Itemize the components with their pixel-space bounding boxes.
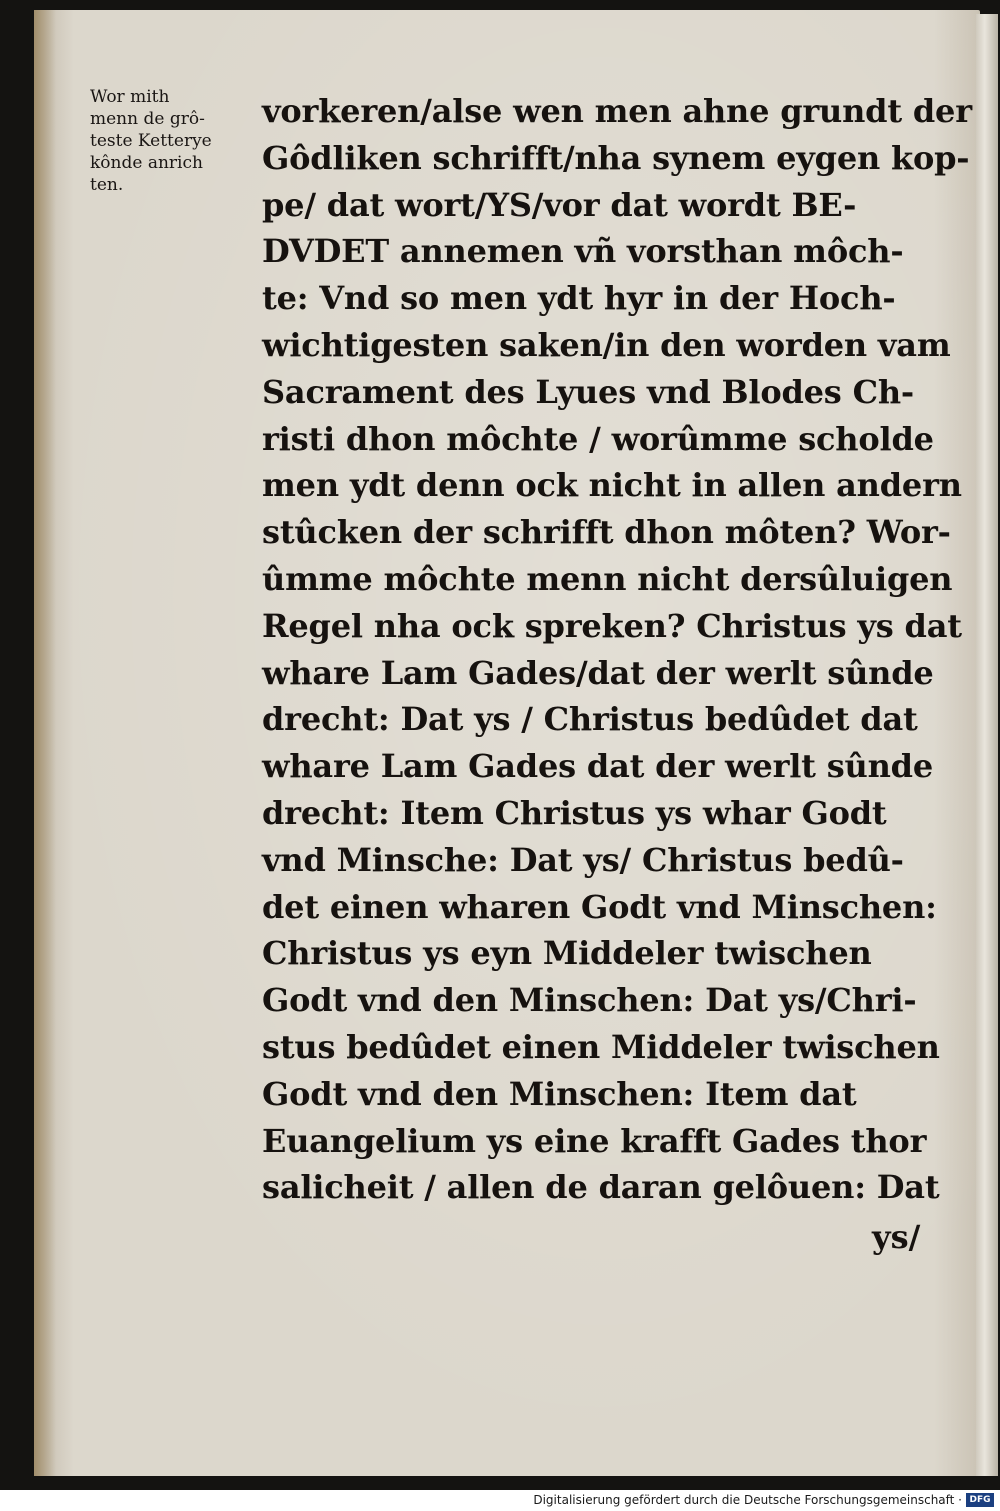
text-line: Euangelium ys eine krafft Gades thor: [262, 1121, 927, 1160]
text-line: whare Lam Gades dat der werlt sûnde: [262, 747, 933, 786]
text-line: Regel nha ock spreken? Christus ys dat: [262, 606, 962, 645]
text-line: stus bedûdet einen Middeler twischen: [262, 1027, 940, 1066]
text-line: men ydt denn ock nicht in allen andern: [262, 466, 962, 505]
text-line: Sacrament des Lyues vnd Blodes Ch-: [262, 372, 914, 411]
dfg-logo-icon: DFG: [966, 1493, 994, 1507]
text-line: vnd Minsche: Dat ys/ Christus bedû-: [262, 840, 904, 879]
page-gutter-shadow: [34, 10, 56, 1476]
text-line: whare Lam Gades/dat der werlt sûnde: [262, 653, 934, 692]
marginal-note-line: Wor mith: [90, 87, 170, 107]
text-line: Gôdliken schrifft/nha synem eygen kop-: [262, 138, 970, 177]
funding-credit: Digitalisierung gefördert durch die Deutsche Forschungsgemeinschaft ·: [533, 1493, 962, 1507]
page-fore-edge: [976, 14, 998, 1476]
catchword: ys/: [872, 1218, 921, 1256]
text-line: drecht: Item Christus ys whar Godt: [262, 793, 887, 832]
main-text-block: [262, 88, 972, 1211]
text-line: drecht: Dat ys / Christus bedûdet dat: [262, 700, 918, 739]
marginal-note-line: ten.: [90, 175, 124, 195]
marginal-note-line: menn de grô-: [90, 109, 205, 129]
text-line: risti dhon môchte / worûmme scholde: [262, 419, 934, 458]
text-line: stûcken der schrifft dhon môten? Wor-: [262, 513, 951, 552]
text-line: ûmme môchte menn nicht dersûluigen: [262, 559, 953, 598]
text-line: te: Vnd so men ydt hyr in der Hoch-: [262, 279, 896, 318]
marginal-note-line: teste Ketterye: [90, 131, 212, 151]
text-line: DVDET annemen vñ vorsthan môch-: [262, 232, 904, 271]
text-line: salicheit / allen de daran gelôuen: Dat: [262, 1168, 940, 1207]
text-line: Godt vnd den Minschen: Dat ys/Chri-: [262, 981, 917, 1020]
text-line: Christus ys eyn Middeler twischen: [262, 934, 872, 973]
marginal-note-line: kônde anrich: [90, 153, 203, 173]
text-line: vorkeren/alse wen men ahne grundt der: [262, 92, 972, 130]
digitization-footer: [0, 1490, 1000, 1511]
text-line: pe/ dat wort/YS/vor dat wordt BE-: [262, 185, 857, 224]
text-line: wichtigesten saken/in den worden vam: [262, 325, 951, 364]
marginal-note: [90, 86, 260, 196]
text-line: det einen wharen Godt vnd Minschen:: [262, 887, 937, 926]
text-line: Godt vnd den Minschen: Item dat: [262, 1074, 857, 1113]
